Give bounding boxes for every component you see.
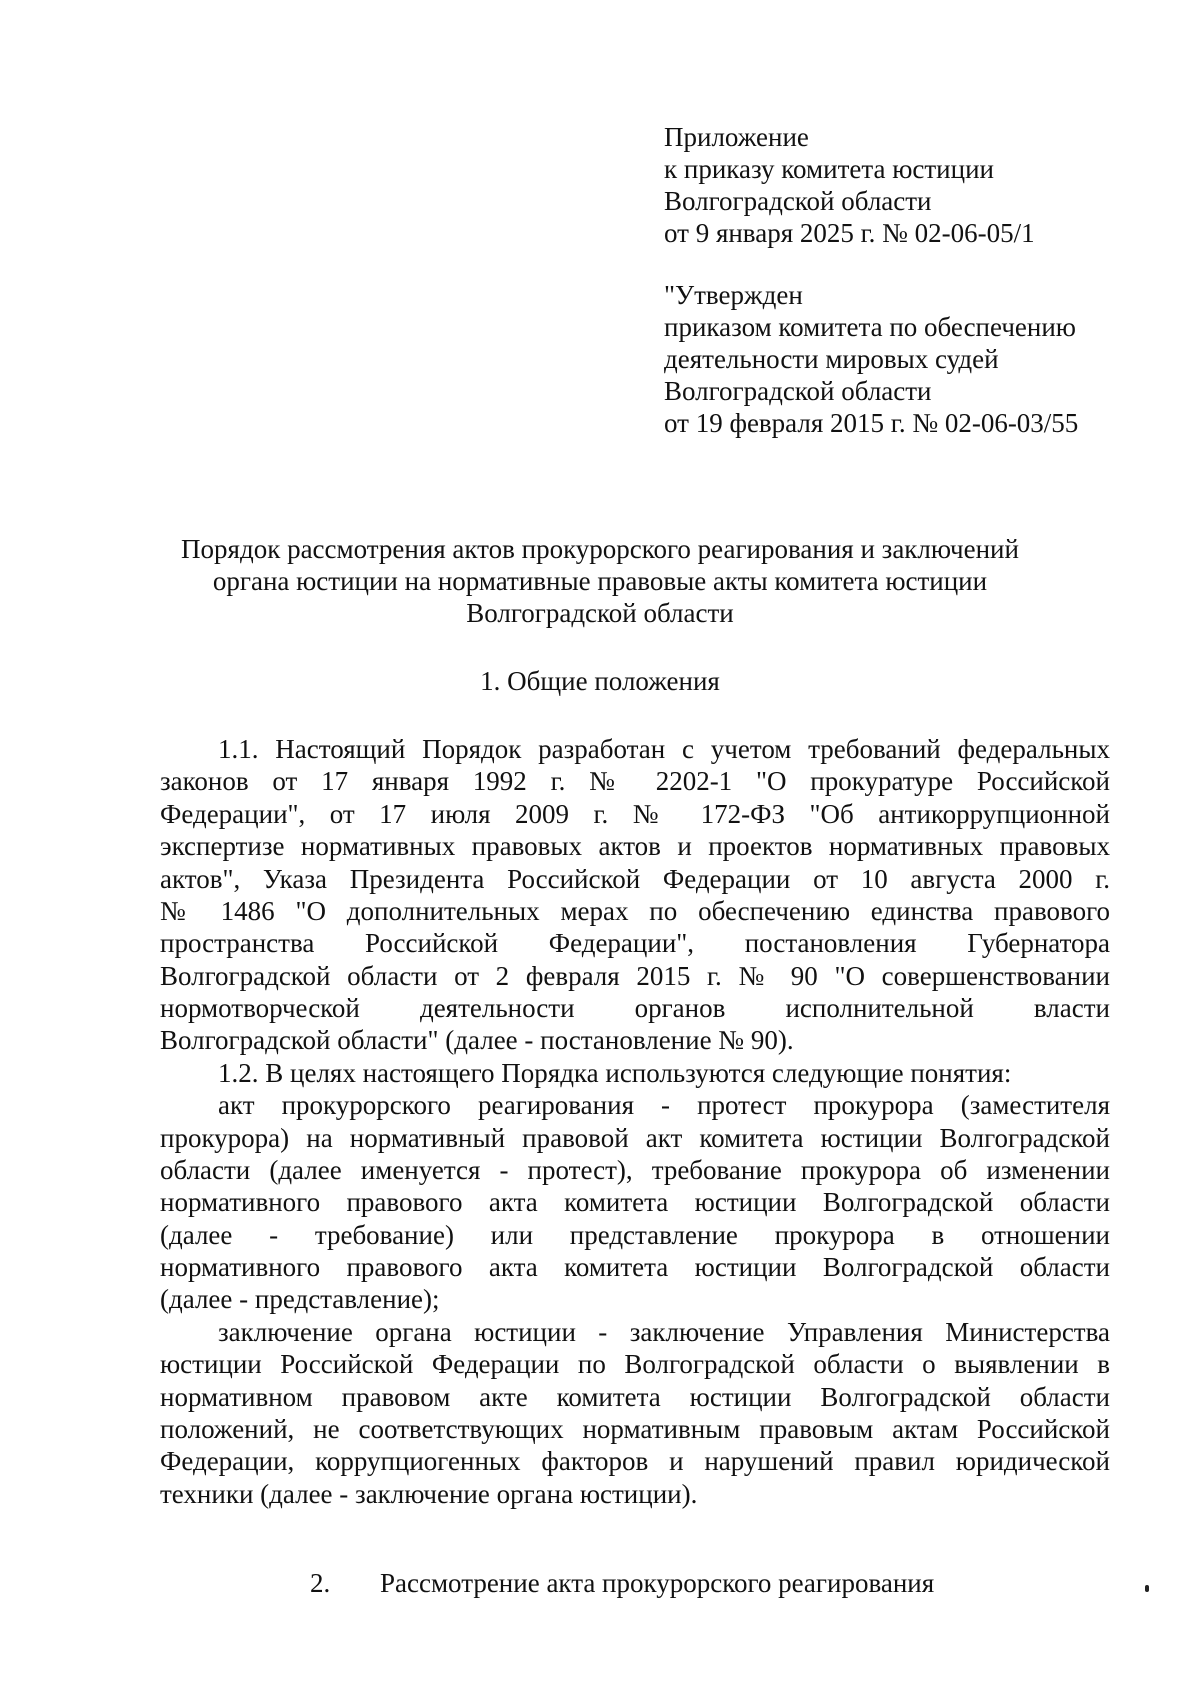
- paragraph-line: прокурора) на нормативный правовой акт комитета юстиции Волгоградской: [160, 1123, 1110, 1153]
- paragraph-line: Волгоградской области" (далее - постановление № 90).: [160, 1025, 794, 1055]
- title-line: органа юстиции на нормативные правовые акты комитета юстиции: [212, 566, 988, 596]
- paragraph-line: положений, не соответствующих нормативным правовым актам Российской: [160, 1414, 1110, 1444]
- paragraph-line: нормативного правового акта комитета юстиции Волгоградской области: [160, 1187, 1110, 1217]
- title-line: Волгоградской области: [466, 598, 734, 628]
- paragraph-line: (далее - представление);: [160, 1284, 440, 1314]
- annex-line: Приложение: [664, 122, 809, 152]
- paragraph-line: нормотворческой деятельности органов исполнительной власти: [160, 993, 1110, 1023]
- annex-line: от 9 января 2025 г. № 02-06-05/1: [664, 218, 1035, 248]
- paragraph-line: 1.1. Настоящий Порядок разработан с учетом требований федеральных: [218, 734, 1110, 764]
- approved-line: "Утвержден: [664, 280, 803, 310]
- paragraph-line: законов от 17 января 1992 г. № 2202-1 "О прокуратуре Российской: [160, 766, 1110, 796]
- approved-line: от 19 февраля 2015 г. № 02-06-03/55: [664, 408, 1079, 438]
- section-2-number: 2.: [310, 1568, 331, 1598]
- section-1-heading: 1. Общие положения: [480, 666, 720, 696]
- paragraph-line: акт прокурорского реагирования - протест прокурора (заместителя: [218, 1090, 1110, 1120]
- annex-line: к приказу комитета юстиции: [664, 154, 994, 184]
- approved-line: Волгоградской области: [664, 376, 932, 406]
- paragraph-line: нормативного правового акта комитета юстиции Волгоградской области: [160, 1252, 1110, 1282]
- approved-line: приказом комитета по обеспечению: [664, 312, 1076, 342]
- section-2-title: Рассмотрение акта прокурорского реагирования: [380, 1568, 935, 1598]
- paragraph-line: юстиции Российской Федерации по Волгоградской области о выявлении в: [160, 1349, 1110, 1379]
- title-line: Порядок рассмотрения актов прокурорского реагирования и заключений: [181, 534, 1019, 564]
- paragraph-line: (далее - требование) или представление прокурора в отношении: [160, 1220, 1110, 1250]
- paragraph-line: заключение органа юстиции - заключение Управления Министерства: [218, 1317, 1110, 1347]
- annex-line: Волгоградской области: [664, 186, 932, 216]
- paragraph-line: актов", Указа Президента Российской Федерации от 10 августа 2000 г.: [160, 864, 1110, 894]
- paragraph-line: № 1486 "О дополнительных мерах по обеспечению единства правового: [160, 896, 1110, 926]
- paragraph-line: экспертизе нормативных правовых актов и проектов нормативных правовых: [160, 831, 1110, 861]
- paragraph-line: области (далее именуется - протест), требование прокурора об изменении: [160, 1155, 1110, 1185]
- paragraph-line: Федерации, коррупциогенных факторов и нарушений правил юридической: [160, 1446, 1110, 1476]
- paragraph-line: нормативном правовом акте комитета юстиции Волгоградской области: [160, 1382, 1110, 1412]
- paragraph-line: пространства Российской Федерации", постановления Губернатора: [160, 928, 1110, 958]
- paragraph-line: техники (далее - заключение органа юстиции).: [160, 1479, 698, 1509]
- approved-line: деятельности мировых судей: [664, 344, 999, 374]
- paragraph-1-2: 1.2. В целях настоящего Порядка используются следующие понятия:: [218, 1058, 1012, 1088]
- scan-speck: [1145, 1585, 1149, 1592]
- paragraph-line: Волгоградской области от 2 февраля 2015 г. № 90 "О совершенствовании: [160, 961, 1110, 991]
- paragraph-line: Федерации", от 17 июля 2009 г. № 172-ФЗ "Об антикоррупционной: [160, 799, 1110, 829]
